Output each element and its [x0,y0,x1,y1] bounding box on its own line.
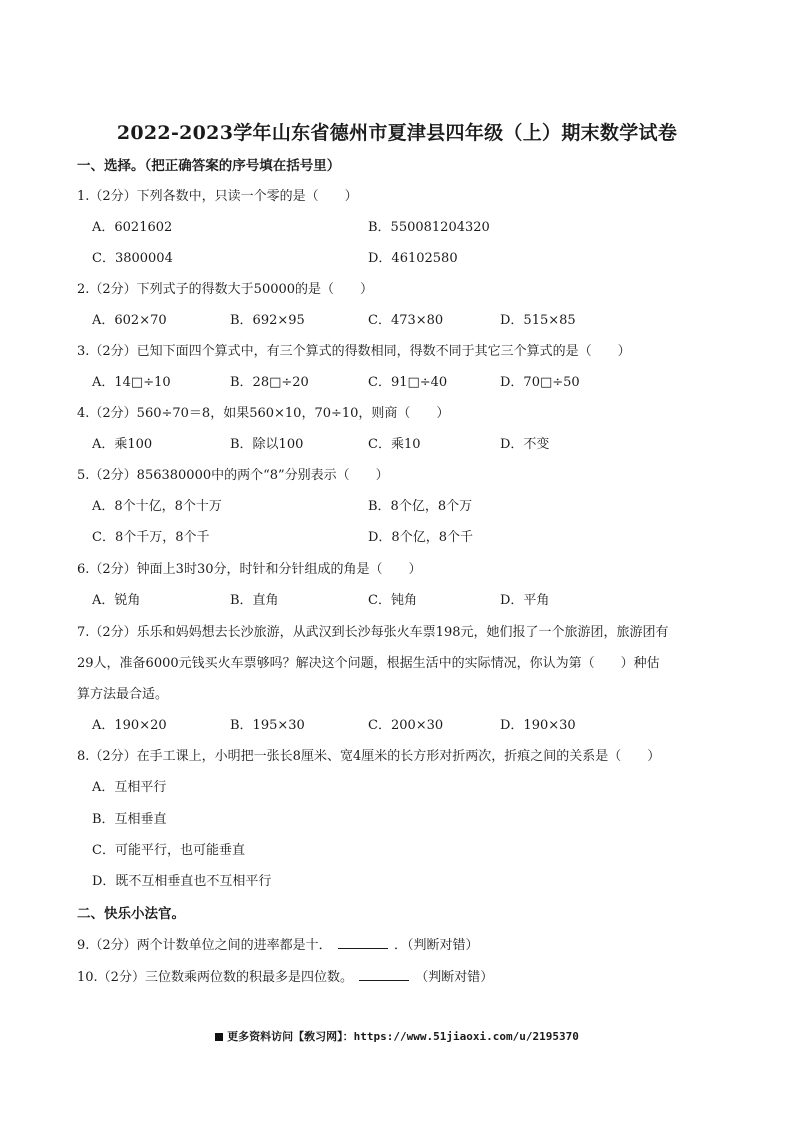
question-10 [77,968,493,987]
q4-option-c: C．乘10 [368,437,421,452]
q8-option-d: D．既不互相垂直也不互相平行 [92,874,272,889]
q4-option-a: A．乘100 [92,437,153,452]
q7-option-b: B．195×30 [230,718,305,733]
q2-option-b: B．692×95 [230,313,305,328]
q6-option-b: B．直角 [230,593,279,608]
q4-option-b: B．除以100 [230,437,304,452]
q8-option-a: A．互相平行 [92,780,167,795]
q10-text: 10.（2分）三位数乘两位数的积最多是四位数。 [77,970,353,985]
q1-option-b: B．550081204320 [368,220,490,235]
q2-option-a: A．602×70 [92,313,167,328]
question-8: 8.（2分）在手工课上，小明把一张长8厘米、宽4厘米的长方形对折两次，折痕之间的关系是（ ） [77,749,661,764]
q7-option-a: A．190×20 [92,718,167,733]
question-4: 4.（2分）560÷70＝8，如果560×10，70÷10，则商（ ） [77,406,450,421]
q2-option-c: C．473×80 [368,313,444,328]
q8-option-c: C．可能平行，也可能垂直 [92,843,245,858]
q9-answer-blank[interactable] [338,936,388,949]
question-6: 6.（2分）钟面上3时30分，时针和分针组成的角是（ ） [77,562,422,577]
section-1-heading: 一、选择。（把正确答案的序号填在括号里） [77,158,341,174]
q7-option-d: D．190×30 [500,718,576,733]
q6-option-c: C．钝角 [368,593,417,608]
q7-option-c: C．200×30 [368,718,444,733]
footer-text: 更多资料访问【敎习网】：https://www.51jiaoxi.com/u/2195370 [227,1030,579,1043]
question-7-line-2: 29人，准备6000元钱买火车票够吗？解决这个问题，根据生活中的实际情况，你认为第（ ）种估 [77,656,660,671]
flag-icon [215,1033,223,1041]
question-2: 2.（2分）下列式子的得数大于50000的是（ ） [77,282,374,297]
q10-suffix: （判断对错） [415,970,494,985]
q3-option-c: C．91□÷40 [368,375,448,390]
q3-option-a: A．14□÷10 [92,375,171,390]
question-1: 1.（2分）下列各数中，只读一个零的是（ ） [77,189,358,204]
q3-option-d: D．70□÷50 [500,375,580,390]
q2-option-d: D．515×85 [500,313,576,328]
q3-option-b: B．28□÷20 [230,375,309,390]
q9-suffix: ．（判断对错） [393,938,479,953]
question-7-line-1: 7.（2分）乐乐和妈妈想去长沙旅游，从武汉到长沙每张火车票198元，她们报了一个旅游团，旅游团有 [77,625,669,640]
q6-option-a: A．锐角 [92,593,141,608]
q8-option-b: B．互相垂直 [92,812,167,827]
q1-option-c: C．3800004 [92,251,173,266]
section-2-heading: 二、快乐小法官。 [77,906,185,922]
question-5: 5.（2分）856380000中的两个“8”分别表示（ ） [77,468,389,483]
question-7-line-3: 算方法最合适。 [77,687,169,702]
exam-title: 2022-2023学年山东省德州市夏津县四年级（上）期末数学试卷 [116,122,678,144]
q1-option-a: A．6021602 [92,220,173,235]
q6-option-d: D．平角 [500,593,550,608]
question-3: 3.（2分）已知下面四个算式中，有三个算式的得数相同，得数不同于其它三个算式的是（ ） [77,344,631,359]
q5-option-d: D．8个亿，8个千 [368,530,473,545]
q5-option-c: C．8个千万，8个千 [92,530,210,545]
q1-option-d: D．46102580 [368,251,458,266]
question-9 [77,936,478,955]
q4-option-d: D．不变 [500,437,550,452]
q5-option-a: A．8个十亿，8个十万 [92,499,222,514]
footer-link[interactable] [0,1028,794,1044]
q10-answer-blank[interactable] [359,968,409,981]
q9-text: 9.（2分）两个计数单位之间的进率都是十． [77,938,332,953]
q5-option-b: B．8个亿，8个万 [368,499,473,514]
